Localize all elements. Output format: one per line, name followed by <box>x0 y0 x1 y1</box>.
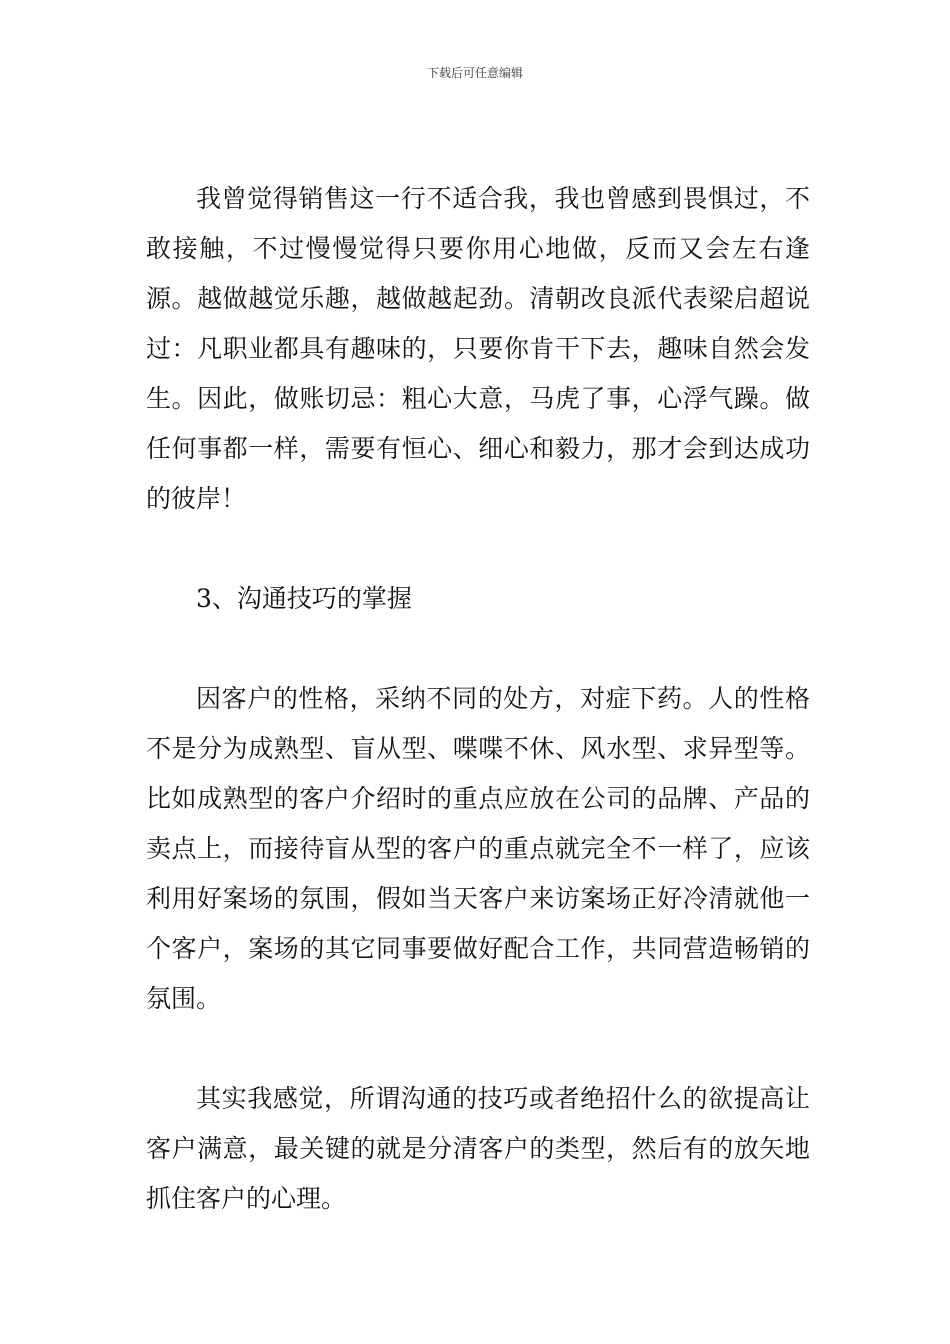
paragraph-customer-types: 因客户的性格，采纳不同的处方，对症下药。人的性格不是分为成熟型、盲从型、喋喋不休、风水型、求异型等。比如成熟型的客户介绍时的重点应放在公司的品牌、产品的卖点上，而接待盲从型的客户的重点就完全不一样了，应该利用好案场的氛围，假如当天客户来访案场正好冷清就他一个客户，案场的其它同事要做好配合工作，共同营造畅销的氛围。 <box>146 684 810 1013</box>
paragraph-sales-experience: 我曾觉得销售这一行不适合我，我也曾感到畏惧过，不敢接触，不过慢慢觉得只要你用心地做，反而又会左右逢源。越做越觉乐趣，越做越起劲。清朝改良派代表梁启超说过：凡职业都具有趣味的，只要你肯干下去，趣味自然会发生。因此，做账切忌：粗心大意，马虎了事，心浮气躁。做任何事都一样，需要有恒心、细心和毅力，那才会到达成功的彼岸！ <box>146 184 810 513</box>
header-note: 下载后可任意编辑 <box>426 66 523 80</box>
paragraph-communication-summary: 其实我感觉，所谓沟通的技巧或者绝招什么的欲提高让客户满意，最关键的就是分清客户的类型，然后有的放矢地抓住客户的心理。 <box>146 1084 810 1213</box>
section-heading: 3、沟通技巧的掌握 <box>196 584 412 613</box>
